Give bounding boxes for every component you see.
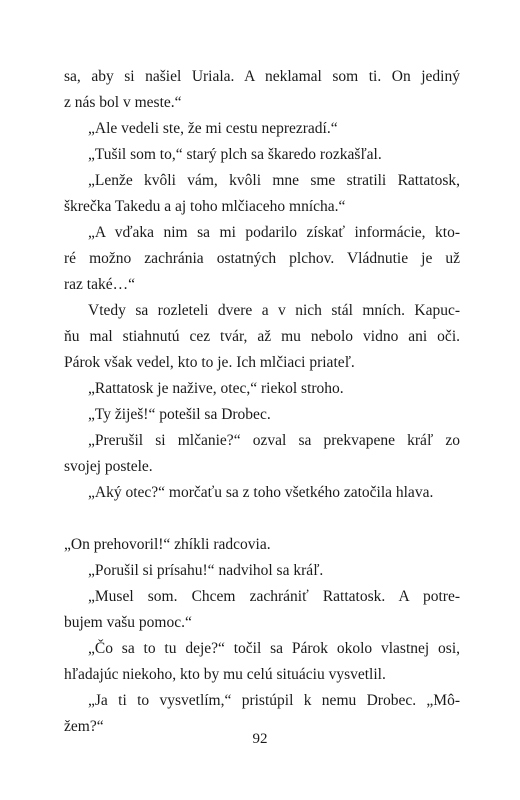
text-line: Párok však vedel, kto to je. Ich mlčiaci priateľ. (64, 354, 355, 371)
text-line: „Rattatosk je nažive, otec,“ riekol stroho. (88, 380, 344, 397)
text-line: „Prerušil si mlčanie?“ ozval sa prekvapene kráľ zo (88, 432, 460, 449)
text-line: hľadajúc niekoho, kto by mu celú situáciu vysvetlil. (64, 666, 386, 683)
text-line: z nás bol v meste.“ (64, 94, 182, 111)
text-line: „Musel som. Chcem zachrániť Rattatosk. A potre- (88, 588, 460, 605)
text-line: raz také…“ (64, 276, 135, 293)
page-number: 92 (252, 731, 268, 747)
text-line: „Ja ti to vysvetlím,“ pristúpil k nemu Drobec. „Mô- (88, 692, 460, 709)
text-line: „A vďaka nim sa mi podarilo získať informácie, kto- (88, 224, 460, 241)
text-line: „On prehovoril!“ zhíkli radcovia. (64, 536, 271, 553)
section-break (64, 506, 460, 532)
text-line: škrečka Takedu a aj toho mlčiaceho mnícha.“ (64, 198, 346, 215)
text-line: Vtedy sa rozleteli dvere a v nich stál mních. Kapuc- (88, 302, 460, 319)
text-line: ňu mal stiahnutú cez tvár, až mu nebolo vidno ani oči. (64, 328, 460, 345)
text-line: „Porušil si prísahu!“ nadvihol sa kráľ. (88, 562, 324, 579)
text-line: bujem vašu pomoc.“ (64, 614, 192, 631)
text-line: „Ale vedeli ste, že mi cestu neprezradí.“ (88, 120, 338, 137)
text-line: „Čo sa to tu deje?“ točil sa Párok okolo vlastnej osi, (88, 640, 460, 657)
text-line: „Aký otec?“ morčaťu sa z toho všetkého zatočila hlava. (88, 484, 434, 501)
text-line: „Lenže kvôli vám, kvôli mne sme stratili Rattatosk, (88, 172, 460, 189)
text-line: svojej postele. (64, 458, 153, 475)
body-text (64, 64, 460, 740)
text-line: ré možno zachránia ostatných plchov. Vládnutie je už (64, 250, 460, 267)
text-line: „Tušil som to,“ starý plch sa škaredo rozkašľal. (88, 146, 382, 163)
text-line: žem?“ (64, 718, 104, 735)
text-line: sa, aby si našiel Uriala. A neklamal som ti. On jediný (64, 68, 460, 85)
text-line: „Ty žiješ!“ potešil sa Drobec. (88, 406, 271, 423)
